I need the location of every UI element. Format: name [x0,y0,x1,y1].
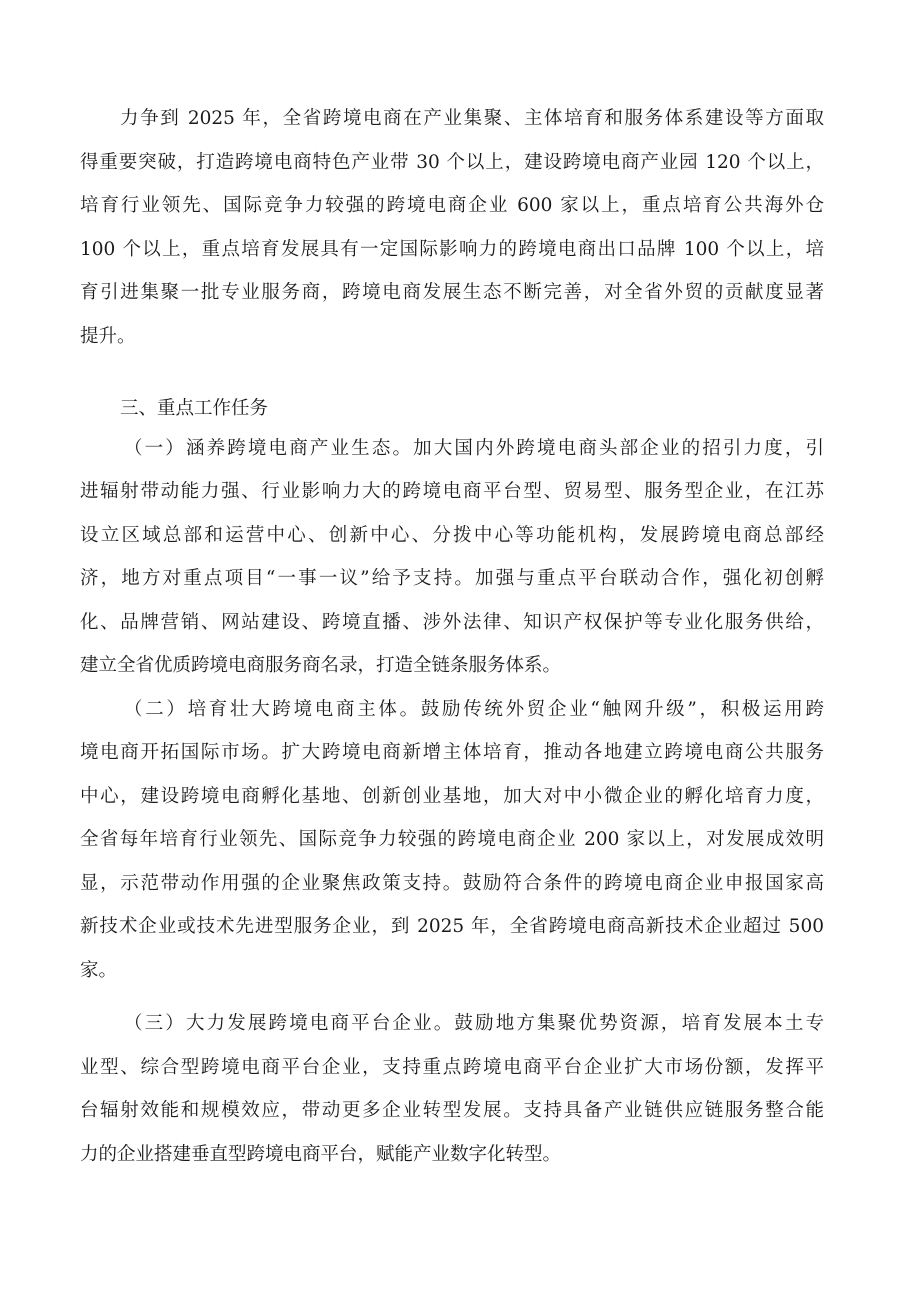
text-line: 育引进集聚一批专业服务商，跨境电商发展生态不断完善，对全省外贸的贡献度显著 [80,282,824,303]
text-line: （一）涵养跨境电商产业生态。加大国内外跨境电商头部企业的招引力度，引 [124,438,824,459]
text-line: （三）大力发展跨境电商平台企业。鼓励地方集聚优势资源，培育发展本土专 [124,1013,824,1034]
text-line: 化、品牌营销、网站建设、跨境直播、涉外法律、知识产权保护等专业化服务供给， [80,612,824,633]
text-line: 设立区域总部和运营中心、创新中心、分拨中心等功能机构，发展跨境电商总部经 [80,525,824,546]
text-line: 全省每年培育行业领先、国际竞争力较强的跨境电商企业 200 家以上，对发展成效明 [80,829,824,850]
text-line: 中心，建设跨境电商孵化基地、创新创业基地，加大对中小微企业的孵化培育力度， [80,786,824,807]
text-line: 显，示范带动作用强的企业聚焦政策支持。鼓励符合条件的跨境电商企业申报国家高 [80,873,824,894]
text-line: 培育行业领先、国际竞争力较强的跨境电商企业 600 家以上，重点培育公共海外仓 [80,195,824,216]
text-line: 提升。 [80,326,136,347]
text-line: 得重要突破，打造跨境电商特色产业带 30 个以上，建设跨境电商产业园 120 个以上， [80,152,824,173]
text-line: 济，地方对重点项目“一事一议”给予支持。加强与重点平台联动合作，强化初创孵 [80,568,824,589]
section-heading: 三、重点工作任务 [120,398,269,419]
text-line: 力的企业搭建垂直型跨境电商平台，赋能产业数字化转型。 [80,1144,562,1165]
text-line: 力争到 2025 年，全省跨境电商在产业集聚、主体培育和服务体系建设等方面取 [120,108,824,129]
text-line: 建立全省优质跨境电商服务商名录，打造全链条服务体系。 [80,655,562,676]
text-line: （二）培育壮大跨境电商主体。鼓励传统外贸企业“触网升级”，积极运用跨 [124,699,824,720]
text-line: 100 个以上，重点培育发展具有一定国际影响力的跨境电商出口品牌 100 个以上，培 [80,239,824,260]
text-line: 进辐射带动能力强、行业影响力大的跨境电商平台型、贸易型、服务型企业，在江苏 [80,481,824,502]
text-line: 新技术企业或技术先进型服务企业，到 2025 年，全省跨境电商高新技术企业超过 500 [80,916,824,937]
text-line: 境电商开拓国际市场。扩大跨境电商新增主体培育，推动各地建立跨境电商公共服务 [80,742,824,763]
text-line: 台辐射效能和规模效应，带动更多企业转型发展。支持具备产业链供应链服务整合能 [80,1100,824,1121]
text-line: 业型、综合型跨境电商平台企业，支持重点跨境电商平台企业扩大市场份额，发挥平 [80,1057,824,1078]
text-line: 家。 [80,960,118,981]
